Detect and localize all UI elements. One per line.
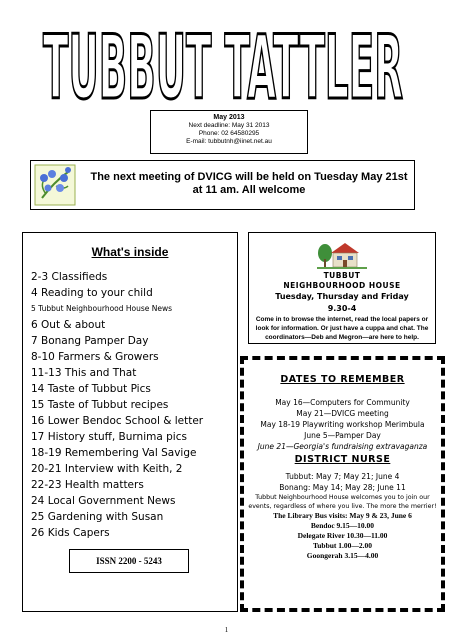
contents-item: 5 Tubbut Neighbourhood House News	[31, 304, 173, 313]
flower-icon	[34, 164, 76, 206]
issue-info-box	[150, 110, 308, 154]
masthead-text: TUBBUT TATTLER	[43, 16, 403, 112]
date-item: June 5—Pamper Day	[304, 431, 381, 440]
contents-item: 4 Reading to your child	[31, 287, 153, 299]
contents-item: 16 Lower Bendoc School & letter	[31, 415, 204, 427]
contents-box	[22, 232, 238, 612]
issn-box: ISSN 2200 - 5243	[69, 549, 189, 573]
masthead-title	[38, 12, 408, 112]
contents-item: 18-19 Remembering Val Savige	[31, 447, 197, 459]
contents-item: 26 Kids Capers	[31, 527, 110, 539]
dates-box	[240, 356, 445, 612]
page-number: 1	[224, 626, 229, 634]
masthead-logo	[38, 12, 408, 112]
bus-line: Goongerah 3.15—4.00	[306, 551, 379, 560]
bus-line: Tubbut 1.00—2.00	[312, 541, 373, 550]
meeting-notice	[30, 160, 415, 210]
dates-heading: DATES TO REMEMBER	[280, 374, 405, 385]
contents-item: 8-10 Farmers & Growers	[31, 351, 159, 363]
nurse-line: Tubbut: May 7; May 21; June 4	[285, 472, 400, 481]
contents-item: 22-23 Health matters	[31, 479, 144, 491]
bus-line: Delegate River 10.30—11.00	[297, 531, 388, 540]
email-address[interactable]: E-mail: tubbutnh@iinet.net.au	[186, 138, 272, 145]
date-item: May 18-19 Playwriting workshop Merimbula	[260, 420, 425, 429]
contents-item: 11-13 This and That	[31, 367, 137, 379]
contents-item: 6 Out & about	[31, 319, 106, 331]
bus-line: The Library Bus visits: May 9 & 23, June 6	[273, 511, 412, 520]
next-deadline: Next deadline: May 31 2013	[188, 122, 270, 129]
neighbourhood-house-box	[248, 232, 436, 344]
bus-line: Bendoc 9.15—10.00	[310, 521, 375, 530]
contents-item: 2-3 Classifieds	[31, 271, 108, 283]
contents-item: 15 Taste of Tubbut recipes	[31, 399, 169, 411]
welcome-text: Tubbut Neighbourhood House welcomes you to join our events, regardless of where you live. The more the merrier!	[248, 494, 437, 510]
phone-number: Phone: 02 64580295	[198, 130, 260, 137]
issue-month: May 2013	[213, 114, 245, 121]
contents-title: What's inside	[91, 245, 169, 259]
nurse-heading: DISTRICT NURSE	[294, 454, 391, 465]
contents-item: 14 Taste of Tubbut Pics	[31, 383, 151, 395]
nurse-line: Bonang: May 14; May 28; June 11	[279, 483, 406, 492]
contents-item: 17 History stuff, Burnima pics	[31, 431, 187, 443]
contents-item: 24 Local Government News	[31, 495, 176, 507]
contents-list	[31, 269, 236, 541]
house-body: Come in to browse the internet, read the local papers or look for information. Or just have a cuppa and chat. The coordinators—Deb and Megron—are here to help.	[255, 316, 429, 341]
contents-item: 25 Gardening with Susan	[31, 511, 164, 523]
house-icon	[317, 239, 367, 269]
house-title-line1: TUBBUT	[323, 271, 361, 280]
date-item: June 21—Georgia's fundraising extravaganza	[257, 442, 428, 451]
date-item: May 21—DVICG meeting	[296, 409, 389, 418]
house-hours: 9.30-4	[327, 304, 357, 313]
meeting-text: The next meeting of DVICG will be held on Tuesday May 21st at 11 am. All welcome	[90, 171, 408, 196]
date-item: May 16—Computers for Community	[275, 398, 410, 407]
house-title-line2: NEIGHBOURHOOD HOUSE	[283, 281, 401, 290]
contents-item: 20-21 Interview with Keith, 2	[31, 463, 183, 475]
contents-item: 7 Bonang Pamper Day	[31, 335, 149, 347]
house-days: Tuesday, Thursday and Friday	[275, 292, 409, 301]
